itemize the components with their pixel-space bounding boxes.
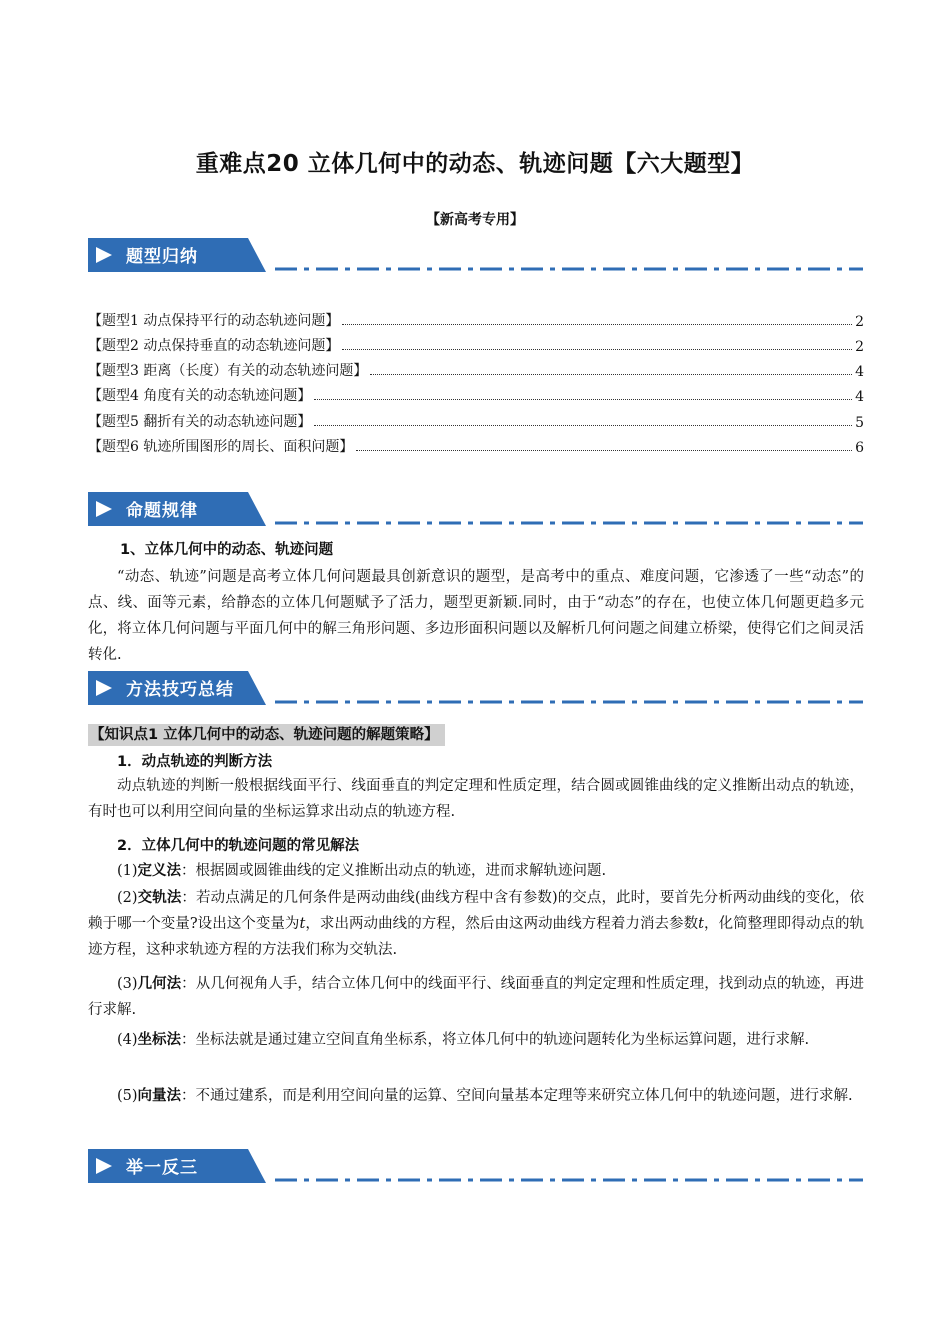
method-prefix: (5)	[117, 1088, 138, 1104]
toc-item-page: 6	[855, 440, 864, 456]
rules-heading: 1、立体几何中的动态、轨迹问题	[120, 542, 334, 558]
method-heading-1: 1．动点轨迹的判断方法	[117, 754, 273, 770]
section-divider	[275, 266, 863, 272]
method-text: ：若动点满足的几何条件是两动曲线(曲线方程中含有参数)的交点，此时，要首先分析两动曲线的变化，依赖于哪一个变量?设出这个变量为	[88, 890, 865, 932]
section-divider	[275, 1177, 863, 1183]
variable-t: t	[299, 916, 306, 932]
section-banner-types	[88, 238, 268, 272]
toc-item-1[interactable]	[88, 310, 864, 330]
section-divider	[275, 520, 863, 526]
toc-item-text: 【题型1 动点保持平行的动态轨迹问题】	[88, 313, 340, 329]
method-text: ：根据圆或圆锥曲线的定义推断出动点的轨迹，进而求解轨迹问题.	[181, 863, 607, 879]
method-name: 几何法	[137, 976, 182, 992]
banner-label: 举一反三	[126, 1158, 198, 1178]
toc-item-page: 2	[855, 314, 864, 330]
method-prefix: (1)	[117, 863, 138, 879]
method-prefix: (2)	[117, 890, 138, 906]
toc-item-text: 【题型3 距离（长度）有关的动态轨迹问题】	[88, 363, 368, 379]
section-banner-rules	[88, 492, 268, 526]
method-name: 定义法	[137, 863, 182, 879]
method-name: 向量法	[137, 1088, 182, 1104]
toc-item-page: 4	[855, 389, 864, 405]
toc-item-page: 2	[855, 339, 864, 355]
banner-label: 题型归纳	[126, 247, 198, 267]
page-subtitle: 【新高考专用】	[426, 212, 524, 228]
toc-item-5[interactable]	[88, 411, 864, 431]
section-banner-examples	[88, 1149, 268, 1183]
toc-item-4[interactable]	[88, 385, 864, 405]
toc-item-2[interactable]	[88, 335, 864, 355]
solution-method-2	[88, 885, 864, 963]
solution-method-3	[88, 971, 864, 1023]
method-text: ，求出两动曲线的方程，然后由这两动曲线方程着力消去参数	[305, 916, 699, 932]
variable-t: t	[698, 916, 704, 932]
solution-method-1	[88, 858, 864, 884]
method-name: 坐标法	[137, 1032, 182, 1048]
banner-label: 方法技巧总结	[126, 680, 234, 700]
toc-item-6[interactable]	[88, 436, 864, 456]
method-body-1: 动点轨迹的判断一般根据线面平行、线面垂直的判定定理和性质定理，结合圆或圆锥曲线的定义推断出动点的轨迹，有时也可以利用空间向量的坐标运算求出动点的轨迹方程.	[88, 778, 864, 820]
method-text: ：不通过建系，而是利用空间向量的运算、空间向量基本定理等来研究立体几何中的轨迹问题，进行求解.	[181, 1088, 853, 1104]
page-title: 重难点20 立体几何中的动态、轨迹问题【六大题型】	[195, 151, 755, 177]
banner-label: 命题规律	[126, 501, 198, 521]
toc-item-page: 4	[855, 364, 864, 380]
solution-method-5	[88, 1083, 864, 1109]
solution-method-4	[88, 1027, 864, 1053]
toc-item-3[interactable]	[88, 360, 864, 380]
knowledge-point-label: 【知识点1 立体几何中的动态、轨迹问题的解题策略】	[88, 724, 445, 746]
method-text: ：坐标法就是通过建立空间直角坐标系，将立体几何中的轨迹问题转化为坐标运算问题，进行求解.	[181, 1032, 810, 1048]
section-banner-methods	[88, 671, 268, 705]
method-text: ，化简整理即得动点的轨迹方程，这种求轨迹方程的方法我们称为交轨法.	[88, 916, 864, 958]
method-prefix: (3)	[117, 976, 138, 992]
toc-item-text: 【题型2 动点保持垂直的动态轨迹问题】	[88, 338, 340, 354]
method-heading-2: 2．立体几何中的轨迹问题的常见解法	[117, 838, 360, 854]
method-text: ：从几何视角人手，结合立体几何中的线面平行、线面垂直的判定定理和性质定理，找到动点的轨迹，再进行求解.	[88, 976, 865, 1018]
method-name: 交轨法	[137, 890, 182, 906]
toc-item-text: 【题型5 翻折有关的动态轨迹问题】	[88, 414, 312, 430]
method-prefix: (4)	[117, 1032, 138, 1048]
toc-item-text: 【题型4 角度有关的动态轨迹问题】	[88, 388, 312, 404]
toc-item-text: 【题型6 轨迹所围图形的周长、面积问题】	[88, 439, 354, 455]
section-divider	[275, 699, 863, 705]
rules-body: “动态、轨迹”问题是高考立体几何问题最具创新意识的题型，是高考中的重点、难度问题，它渗透了一些“动态”的点、线、面等元素，给静态的立体几何题赋予了活力，题型更新颖.同时，由于“动态”的存在，也使立体几何题更趋多元化，将立体几何问题与平面几何中的解三角形问题、多边形面积问题以及解析几何问题之间建立桥梁，使得它们之间灵活转化.	[88, 569, 864, 663]
toc-item-page: 5	[855, 415, 864, 431]
